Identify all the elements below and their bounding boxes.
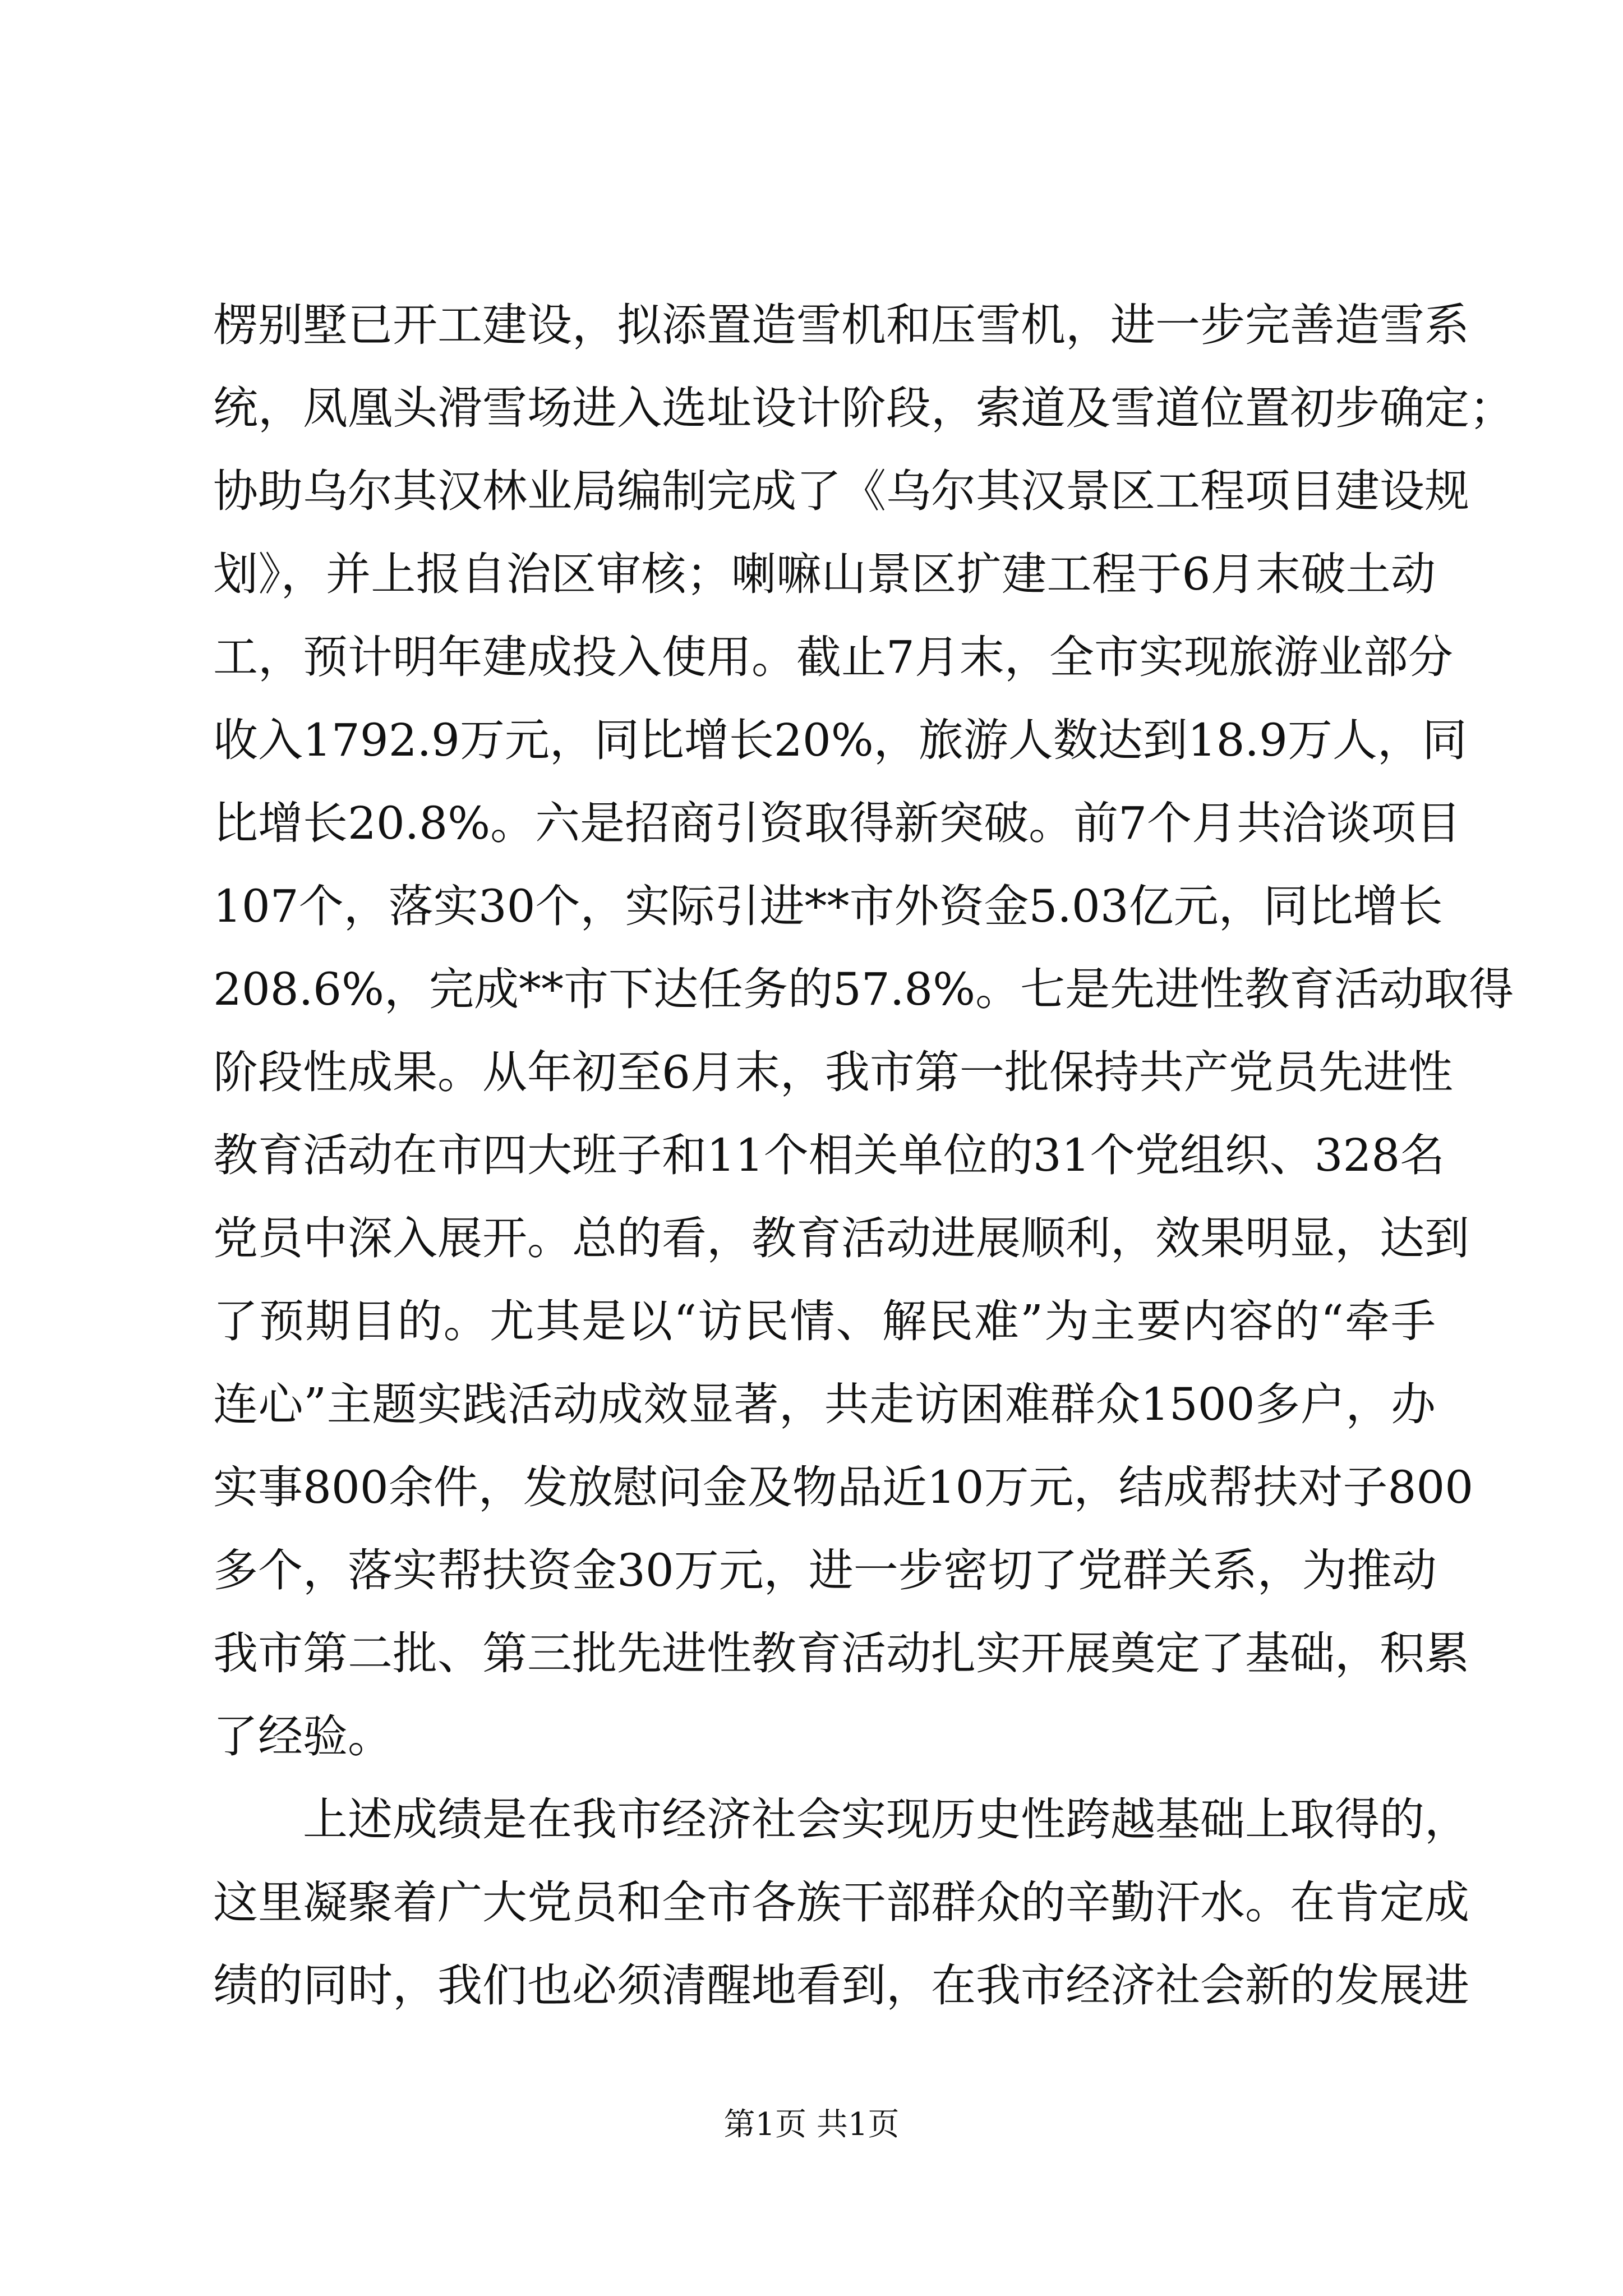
text-line: 107个，落实30个，实际引进**市外资金5.03亿元，同比增长 (213, 880, 1443, 932)
page-footer (0, 2102, 1623, 2147)
text-line: 比增长20.8%。六是招商引资取得新突破。前7个月共洽谈项目 (213, 797, 1461, 849)
page-number-label: 第1页 共1页 (723, 2106, 900, 2143)
text-line: 党员中深入展开。总的看，教育活动进展顺利，效果明显，达到 (213, 1212, 1469, 1264)
text-line: 连心”主题实践活动成效显著，共走访困难群众1500多户，办 (213, 1378, 1436, 1430)
text-line: 这里凝聚着广大党员和全市各族干部群众的辛勤汗水。在肯定成 (213, 1876, 1469, 1929)
text-line: 协助乌尔其汉林业局编制完成了《乌尔其汉景区工程项目建设规 (213, 465, 1469, 517)
text-line: 楞别墅已开工建设，拟添置造雪机和压雪机，进一步完善造雪系 (213, 299, 1469, 351)
text-line: 工，预计明年建成投入使用。截止7月末，全市实现旅游业部分 (213, 631, 1453, 683)
text-line: 教育活动在市四大班子和11个相关单位的31个党组织、328名 (213, 1129, 1445, 1181)
text-line: 上述成绩是在我市经济社会实现历史性跨越基础上取得的， (303, 1793, 1469, 1846)
text-line: 收入1792.9万元，同比增长20%，旅游人数达到18.9万人，同 (213, 714, 1467, 766)
text-line: 208.6%，完成**市下达任务的57.8%。七是先进性教育活动取得 (213, 963, 1514, 1015)
text-line: 统，凤凰头滑雪场进入选址设计阶段，索道及雪道位置初步确定； (213, 382, 1514, 434)
text-line: 多个，落实帮扶资金30万元，进一步密切了党群关系，为推动 (213, 1544, 1437, 1596)
text-line: 绩的同时，我们也必须清醒地看到，在我市经济社会新的发展进 (213, 1959, 1469, 2012)
text-line: 实事800余件，发放慰问金及物品近10万元，结成帮扶对子800 (213, 1461, 1474, 1513)
text-line: 了预期目的。尤其是以“访民情、解民难”为主要内容的“牵手 (213, 1295, 1436, 1347)
text-line: 阶段性成果。从年初至6月末，我市第一批保持共产党员先进性 (213, 1046, 1453, 1098)
text-line: 我市第二批、第三批先进性教育活动扎实开展奠定了基础，积累 (213, 1627, 1469, 1680)
text-line: 划》，并上报自治区审核；喇嘛山景区扩建工程于6月末破土动 (213, 548, 1436, 600)
text-line: 了经验。 (213, 1710, 393, 1763)
